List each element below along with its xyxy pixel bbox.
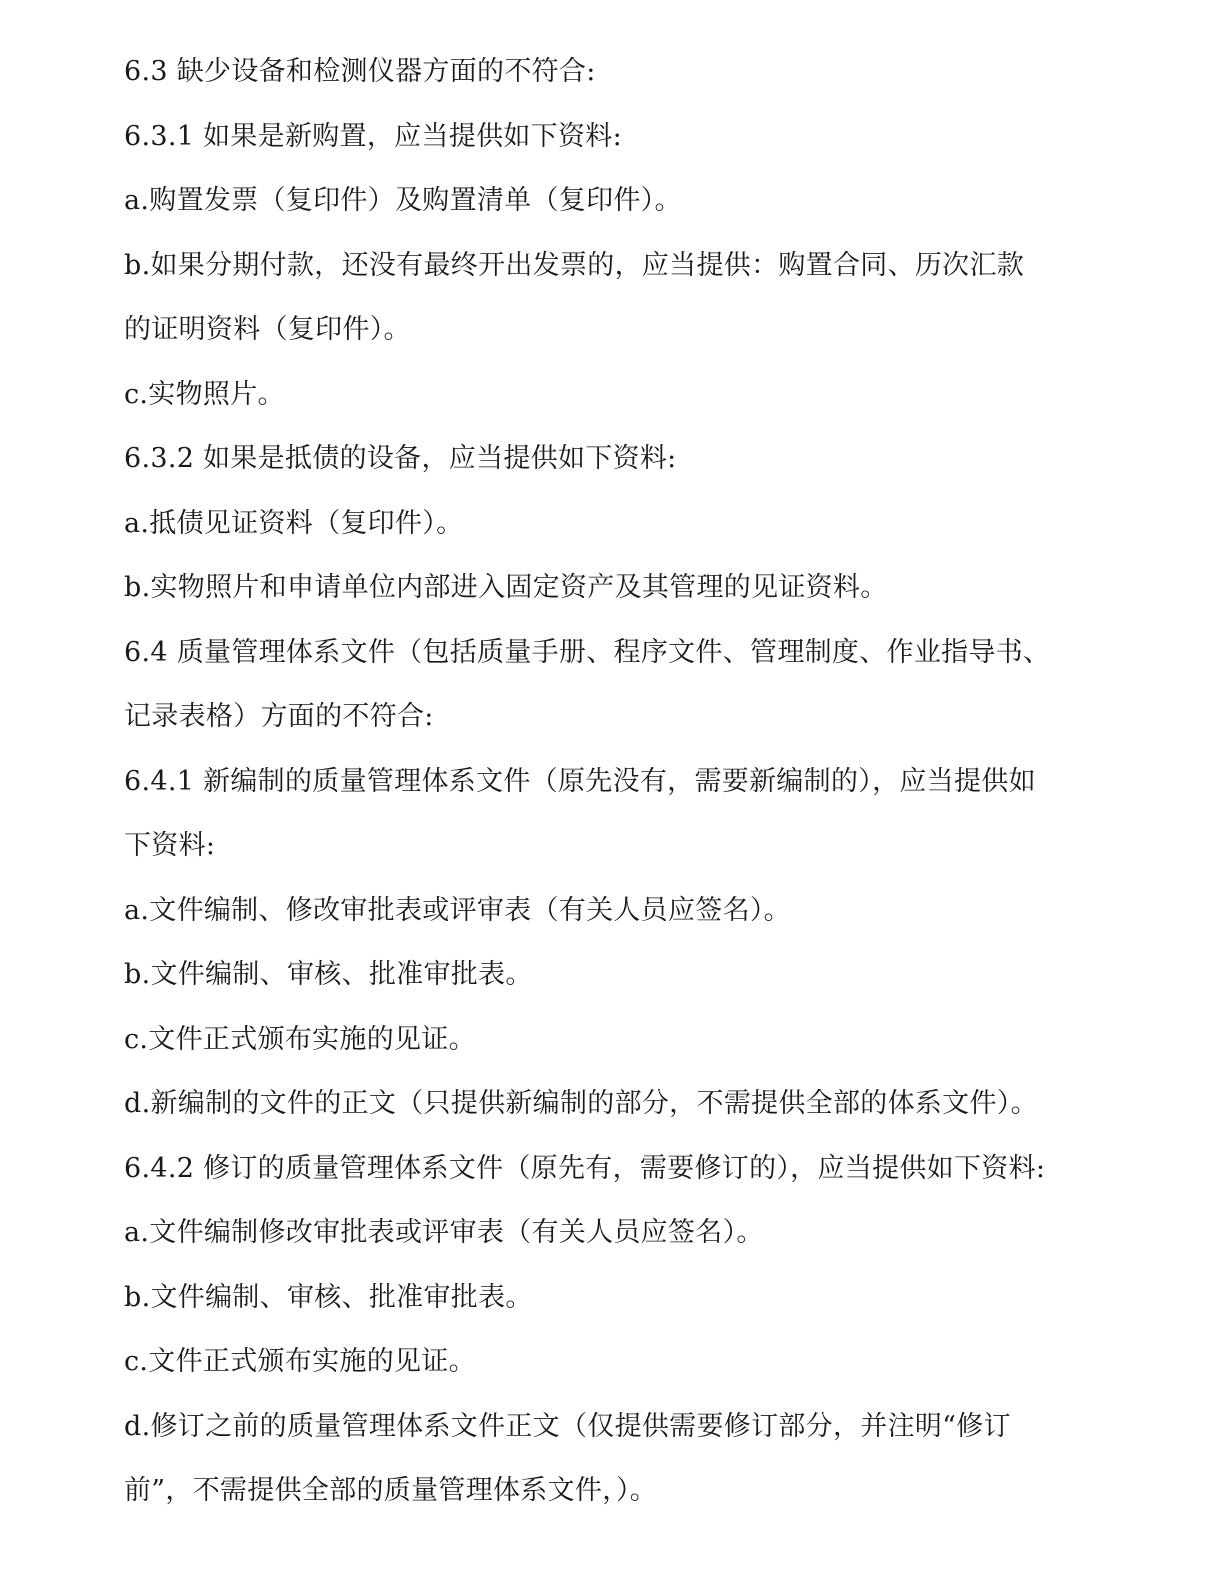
list-item: b.如果分期付款，还没有最终开出发票的，应当提供：购置合同、历次汇款 xyxy=(124,249,1025,281)
section-heading-continuation: 记录表格）方面的不符合: xyxy=(124,701,434,732)
document-body xyxy=(124,40,1084,1524)
list-item: c.实物照片。 xyxy=(124,378,285,410)
list-item: b.实物照片和申请单位内部进入固定资产及其管理的见证资料。 xyxy=(124,572,888,603)
list-item-continuation: 的证明资料（复印件）。 xyxy=(124,314,411,345)
subsection-heading-6-4-2: 6.4.2 修订的质量管理体系文件（原先有，需要修订的），应当提供如下资料: xyxy=(124,1152,1046,1184)
list-item: b.文件编制、审核、批准审批表。 xyxy=(124,959,533,990)
list-item: d.修订之前的质量管理体系文件正文（仅提供需要修订部分，并注明“修订 xyxy=(124,1410,1011,1442)
list-item: a.抵债见证资料（复印件）。 xyxy=(124,507,464,539)
subsection-heading-6-4-1: 6.4.1 新编制的质量管理体系文件（原先没有，需要新编制的），应当提供如 xyxy=(124,765,1036,797)
list-item: b.文件编制、审核、批准审批表。 xyxy=(124,1281,533,1313)
section-heading-6-3: 6.3 缺少设备和检测仪器方面的不符合: xyxy=(124,56,596,87)
section-heading-6-4: 6.4 质量管理体系文件（包括质量手册、程序文件、管理制度、作业指导书、 xyxy=(124,636,1051,668)
list-item: d.新编制的文件的正文（只提供新编制的部分，不需提供全部的体系文件）。 xyxy=(124,1088,1038,1119)
subsection-heading-continuation: 下资料: xyxy=(124,830,216,861)
list-item: a.文件编制、修改审批表或评审表（有关人员应签名）。 xyxy=(124,894,791,926)
list-item: a.文件编制修改审批表或评审表（有关人员应签名）。 xyxy=(124,1217,764,1248)
list-item: c.文件正式颁布实施的见证。 xyxy=(124,1023,476,1055)
list-item-continuation: 前”，不需提供全部的质量管理体系文件，）。 xyxy=(124,1475,658,1506)
subsection-heading-6-3-2: 6.3.2 如果是抵债的设备，应当提供如下资料: xyxy=(124,443,677,474)
list-item: c.文件正式颁布实施的见证。 xyxy=(124,1346,476,1377)
list-item: a.购置发票（复印件）及购置清单（复印件）。 xyxy=(124,185,682,216)
subsection-heading-6-3-1: 6.3.1 如果是新购置，应当提供如下资料: xyxy=(124,120,622,152)
